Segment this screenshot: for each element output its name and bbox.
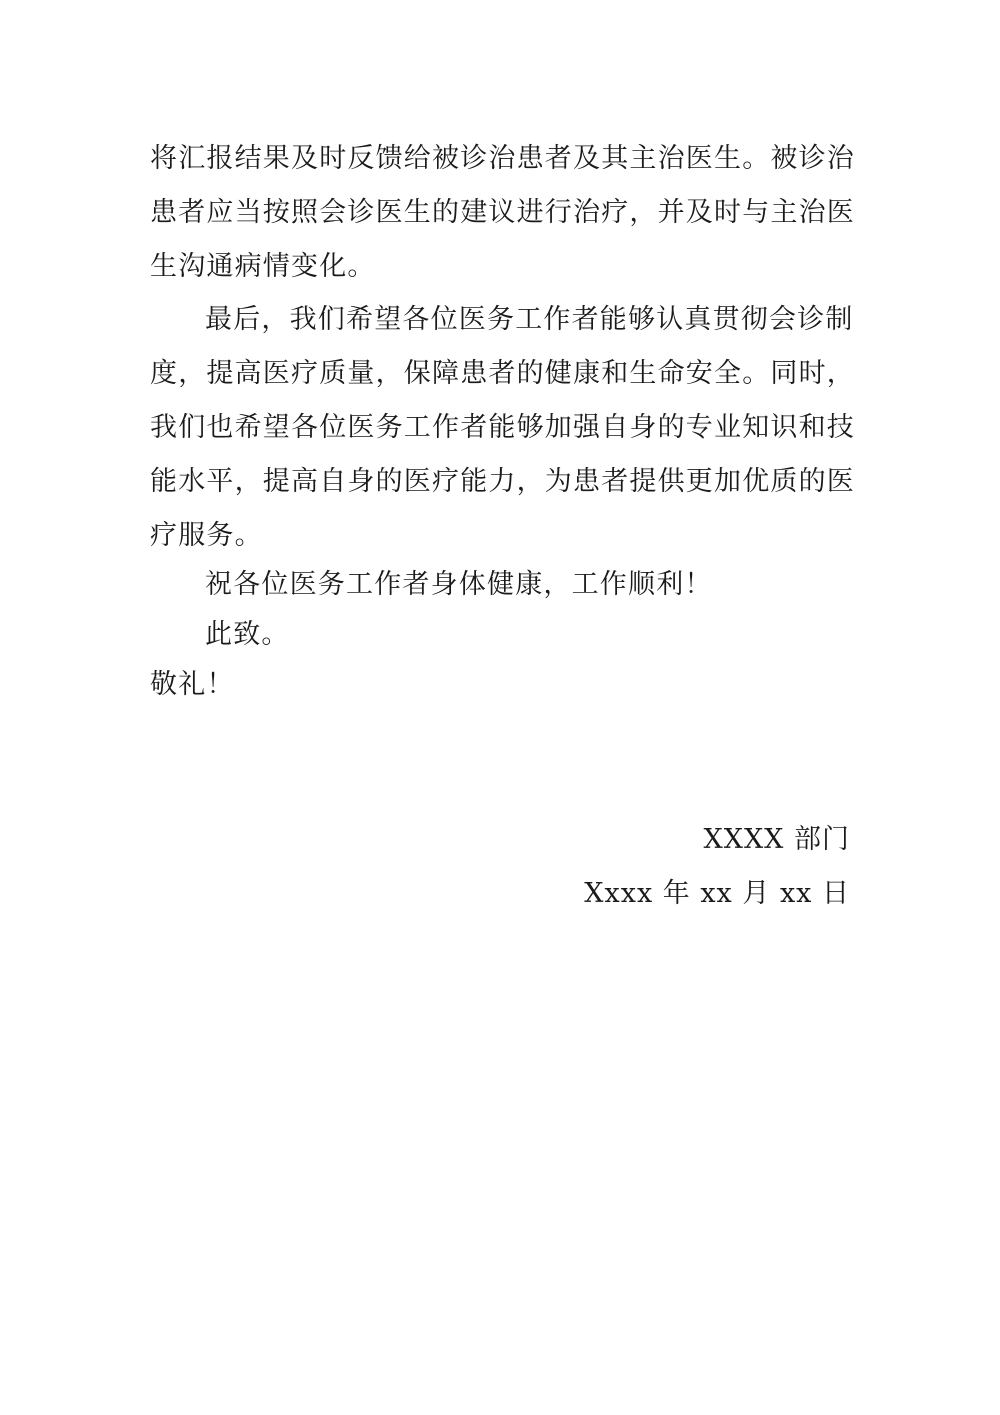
paragraph-line: 患者应当按照会诊医生的建议进行治疗，并及时与主治医 [150,197,855,228]
paragraph-line: 能水平，提高自身的医疗能力，为患者提供更加优质的医 [150,466,855,497]
paragraph-line: 将汇报结果及时反馈给被诊治患者及其主治医生。被诊治 [150,143,855,174]
wishes-line: 祝各位医务工作者身体健康，工作顺利！ [205,569,713,600]
paragraph-line: 疗服务。 [150,520,263,551]
paragraph-line: 最后，我们希望各位医务工作者能够认真贯彻会诊制 [205,304,854,335]
salutation-line: 敬礼！ [150,669,235,700]
paragraph-line: 度，提高医疗质量，保障患者的健康和生命安全。同时， [150,358,855,389]
paragraph-line: 我们也希望各位医务工作者能够加强自身的专业知识和技 [150,412,855,443]
signature-date: Xxxx 年 xx 月 xx 日 [584,878,850,909]
closing-line: 此致。 [205,619,290,650]
signature-department: XXXX 部门 [703,824,850,855]
paragraph-line: 生沟通病情变化。 [150,251,376,282]
